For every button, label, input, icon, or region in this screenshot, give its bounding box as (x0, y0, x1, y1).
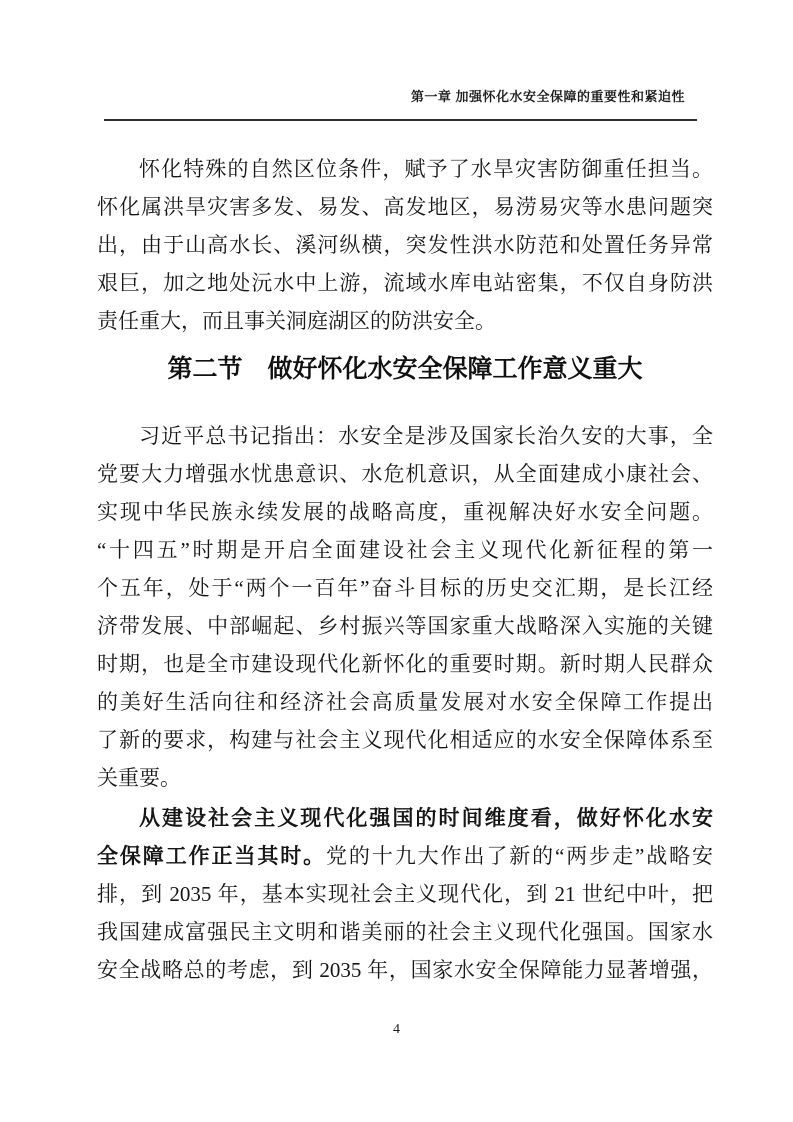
text-line: 个五年，处于“两个一百年”奋斗目标的历史交汇期，是长江经 (97, 576, 713, 600)
text-line: “十四五”时期是开启全面建设社会主义现代化新征程的第一 (97, 538, 713, 562)
text-line: 安全战略总的考虑，到 2035 年，国家水安全保障能力显著增强， (97, 958, 713, 982)
text-line: 时期，也是全市建设现代化新怀化的重要时期。新时期人民群众 (97, 652, 713, 676)
bold-text-segment: 全保障工作正当其时。 (97, 844, 327, 868)
section-heading: 第二节 做好怀化水安全保障工作意义重大 (167, 356, 643, 383)
text-line: 习近平总书记指出：水安全是涉及国家长治久安的大事，全 (139, 424, 713, 448)
text-line: 济带发展、中部崛起、乡村振兴等国家重大战略深入实施的关键 (97, 614, 713, 638)
text-line: 了新的要求，构建与社会主义现代化相适应的水安全保障体系至 (97, 728, 713, 752)
regular-text-segment: 党的十九大作出了新的“两步走”战略安 (326, 844, 714, 868)
text-line: 实现中华民族永续发展的战略高度，重视解决好水安全问题。 (97, 500, 713, 524)
text-line: 从建设社会主义现代化强国的时间维度看，做好怀化水安 (139, 806, 713, 830)
text-line: 艰巨，加之地处沅水中上游，流域水库电站密集，不仅自身防洪 (97, 271, 713, 295)
paragraph-significance (97, 417, 713, 797)
header-divider-rule (104, 119, 697, 121)
text-line: 党要大力增强水忧患意识、水危机意识，从全面建成小康社会、 (97, 462, 713, 486)
text-line: 怀化属洪旱灾害多发、易发、高发地区，易涝易灾等水患问题突 (97, 195, 713, 219)
text-line: 出，由于山高水长、溪河纵横，突发性洪水防范和处置任务异常 (97, 233, 713, 257)
text-line: 我国建成富强民主文明和谐美丽的社会主义现代化强国。国家水 (97, 920, 713, 944)
text-line: 排，到 2035 年，基本实现社会主义现代化，到 21 世纪中叶，把 (97, 882, 713, 906)
text-line: 怀化特殊的自然区位条件，赋予了水旱灾害防御重任担当。 (139, 157, 713, 181)
text-line-mixed (97, 837, 713, 875)
paragraph-natural-conditions (97, 150, 713, 340)
running-header-chapter-title: 第一章 加强怀化水安全保障的重要性和紧迫性 (410, 89, 685, 104)
page-number: 4 (393, 1022, 400, 1037)
text-line: 关重要。 (97, 766, 181, 790)
paragraph-modernization-timing (97, 799, 713, 989)
text-line: 责任重大，而且事关洞庭湖区的防洪安全。 (97, 309, 496, 333)
document-body (97, 150, 713, 989)
text-line: 的美好生活向往和经济社会高质量发展对水安全保障工作提出 (97, 690, 713, 714)
